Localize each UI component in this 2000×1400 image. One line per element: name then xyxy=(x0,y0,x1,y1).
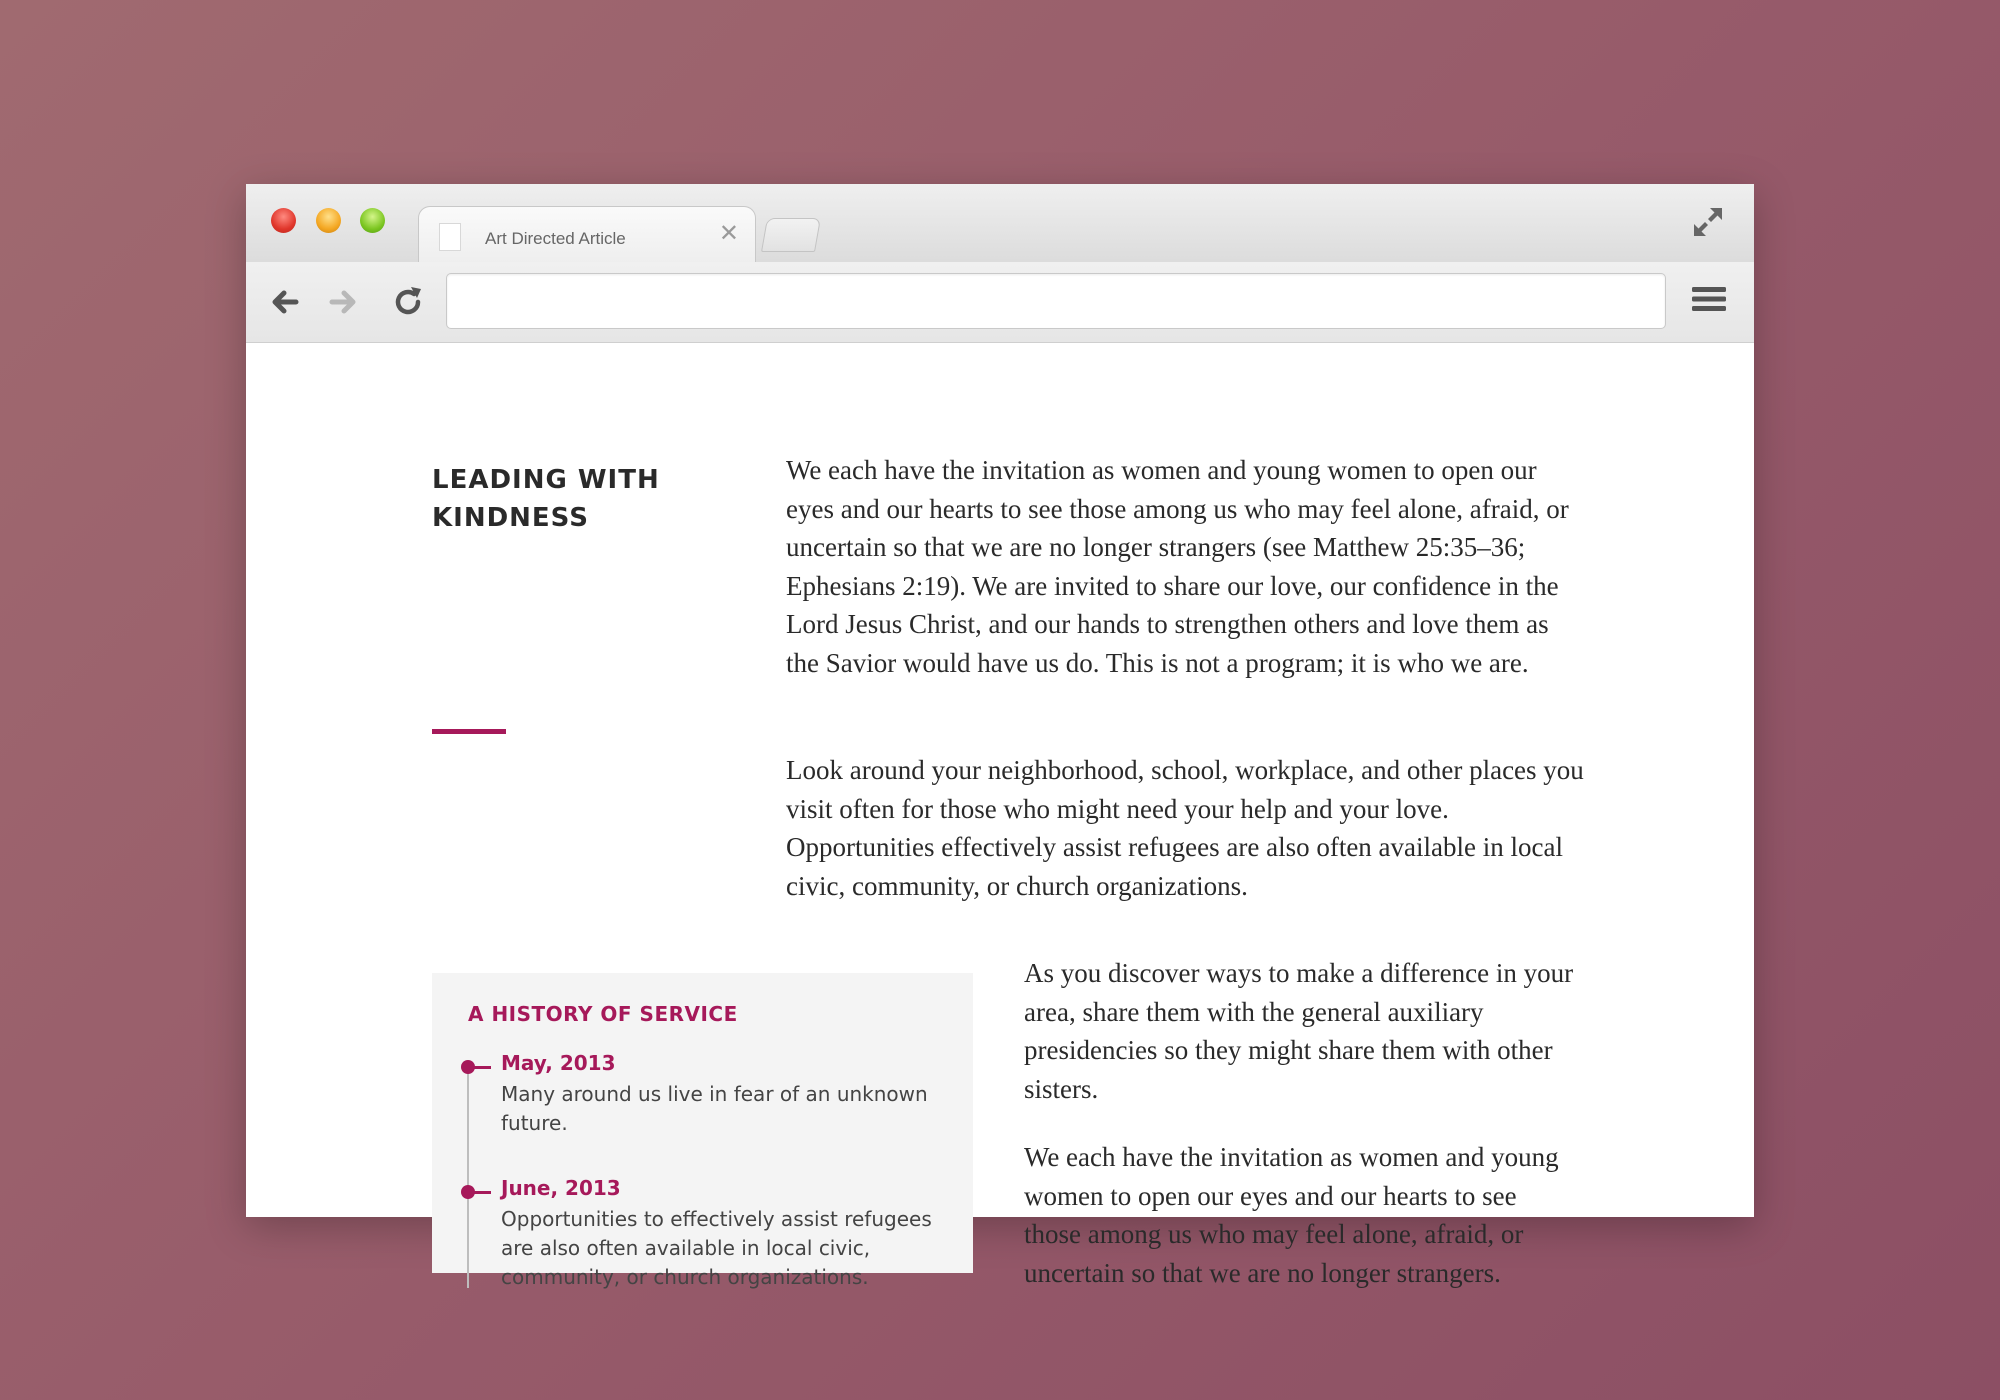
tab-bar xyxy=(246,184,1754,262)
minimize-window-button[interactable] xyxy=(316,208,341,233)
address-bar[interactable] xyxy=(446,273,1666,329)
article-paragraph: Look around your neighborhood, school, workplace, and other places you visit often for those who might need your help and your love. Opportunities effectively assist refugees are also often available in local civic, community, or church organizations. xyxy=(786,755,1584,901)
reload-icon[interactable] xyxy=(390,284,426,320)
article-paragraph: As you discover ways to make a difference in your area, share them with the general auxiliary presidencies so they might share them with other sisters. xyxy=(1024,958,1574,1104)
timeline-line xyxy=(467,1068,469,1288)
history-sidebar xyxy=(432,973,973,1289)
forward-arrow-icon[interactable] xyxy=(326,284,362,320)
timeline-tick xyxy=(472,1066,491,1069)
page-icon xyxy=(439,223,461,251)
tab-active[interactable] xyxy=(418,206,756,264)
back-arrow-icon[interactable] xyxy=(266,284,302,320)
timeline-text: Opportunities to effectively assist refugees are also often available in local civic, community, or church organizations. xyxy=(501,1207,932,1289)
zoom-window-button[interactable] xyxy=(360,208,385,233)
section-heading: LEADING WITH KINDNESS xyxy=(432,465,660,533)
sidebar-title: A HISTORY OF SERVICE xyxy=(468,1002,738,1026)
timeline-date: June, 2013 xyxy=(501,1176,621,1200)
heading-underline xyxy=(432,729,506,734)
article-paragraph: We each have the invitation as women and young women to open our eyes and our hearts to see those among us who may feel alone, afraid, or uncertain so that we are no longer strangers. xyxy=(1024,1142,1559,1288)
new-tab-button[interactable] xyxy=(761,218,821,252)
fullscreen-icon[interactable] xyxy=(1690,204,1726,240)
timeline-text: Many around us live in fear of an unknown future. xyxy=(501,1082,928,1135)
toolbar xyxy=(246,262,1754,343)
page-content xyxy=(246,343,1754,1289)
timeline-date: May, 2013 xyxy=(501,1051,616,1075)
browser-window xyxy=(246,184,1754,1289)
tab-close-icon[interactable]: ✕ xyxy=(718,219,739,247)
menu-icon[interactable] xyxy=(1690,282,1728,316)
tab-title: Art Directed Article xyxy=(485,229,626,248)
close-window-button[interactable] xyxy=(271,208,296,233)
timeline-tick xyxy=(472,1191,491,1194)
article-paragraph: We each have the invitation as women and young women to open our eyes and our hearts to see those among us who may feel alone, afraid, or uncertain so that we are no longer strangers (see Matthew 25:35–36; Ephesians 2:19). We are invited to share our love, our confidence in the Lord Jesus Christ, and our hands to strengthen others and love them as the Savior would have us do. This is not a program; it is who we are. xyxy=(786,455,1569,678)
